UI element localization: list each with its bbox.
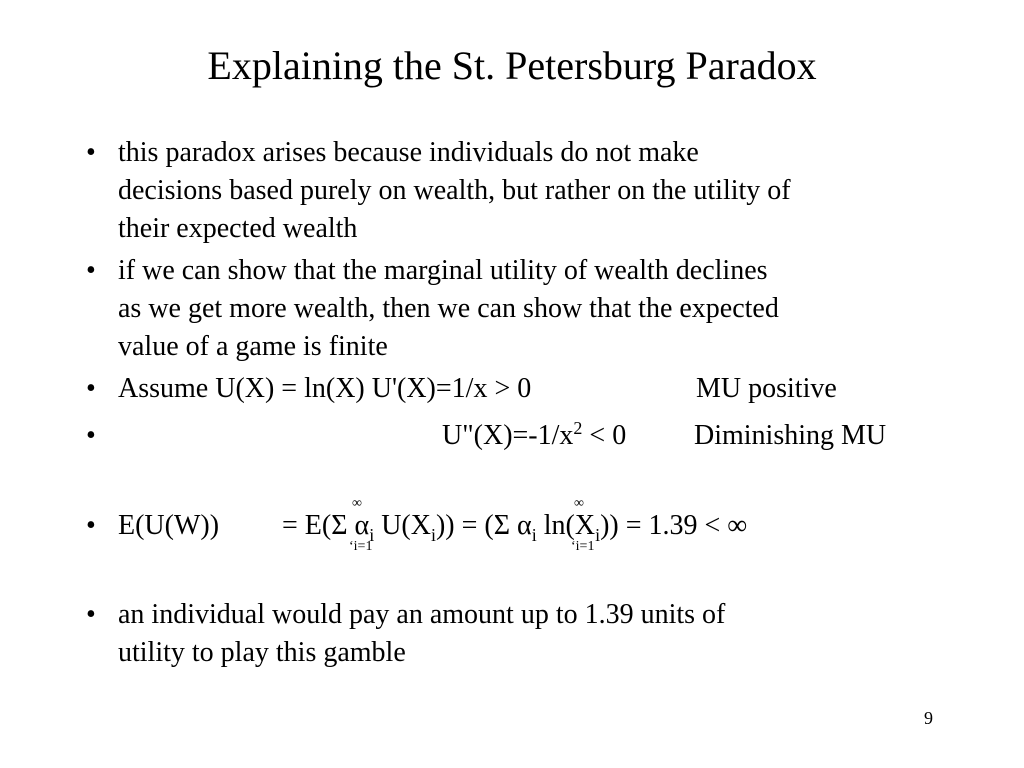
bullet-marker: •: [86, 255, 96, 286]
second-derivative-sign: < 0: [582, 420, 627, 451]
bullet-marker: •: [86, 373, 96, 404]
equation-subscript: i: [531, 525, 537, 545]
bullet-paragraph-6: [118, 596, 958, 672]
equation-part: )) = (Σ α: [435, 510, 532, 541]
equation-part: U(X: [374, 510, 431, 541]
slide-title: Explaining the St. Petersburg Paradox: [207, 43, 817, 88]
equation-part: )) = 1.39 < ∞: [600, 510, 748, 541]
second-derivative-base: U"(X)=-1/x: [442, 420, 574, 451]
equation-part: ln(X: [536, 510, 596, 541]
equation-part: = E(Σ α: [282, 510, 370, 541]
bullet-marker: •: [86, 137, 96, 168]
bullet-equation: [118, 496, 958, 554]
bullet-line: utility to play this gamble: [118, 637, 406, 668]
bullet-marker: •: [86, 599, 96, 630]
sum2-lower-limit: ‘i=1: [571, 539, 595, 554]
assume-formula: Assume U(X) = ln(X) U'(X)=1/x > 0: [118, 373, 532, 404]
equation-subscript: i: [430, 525, 436, 545]
bullet-paragraph-1: [118, 134, 958, 248]
sum1-lower-limit: ‘i=1: [349, 539, 373, 554]
sum2-upper-limit: ∞: [574, 496, 584, 511]
equation-subscript: i: [595, 525, 601, 545]
assume-note: MU positive: [696, 373, 837, 404]
bullet-line: if we can show that the marginal utility of wealth declines: [118, 255, 768, 286]
bullet-assume: [118, 370, 958, 408]
equation-left: E(U(W)): [118, 510, 220, 541]
bullet-line: as we get more wealth, then we can show that the expected: [118, 293, 779, 324]
bullet-marker: •: [86, 420, 96, 451]
bullet-marker: •: [86, 510, 96, 541]
second-derivative-exponent: 2: [573, 418, 583, 438]
second-derivative-formula: [442, 417, 626, 457]
sum1-upper-limit: ∞: [352, 496, 362, 511]
bullet-line: an individual would pay an amount up to 1.39 units of: [118, 599, 726, 630]
bullet-paragraph-2: [118, 252, 958, 366]
bullet-second-derivative: [118, 417, 958, 455]
bullet-line: this paradox arises because individuals do not make: [118, 137, 699, 168]
equation-subscript: i: [369, 525, 375, 545]
page-number: 9: [924, 708, 933, 728]
bullet-line: decisions based purely on wealth, but rather on the utility of: [118, 175, 791, 206]
bullet-line: value of a game is finite: [118, 331, 388, 362]
bullet-line: their expected wealth: [118, 213, 358, 244]
second-derivative-note: Diminishing MU: [694, 420, 887, 451]
